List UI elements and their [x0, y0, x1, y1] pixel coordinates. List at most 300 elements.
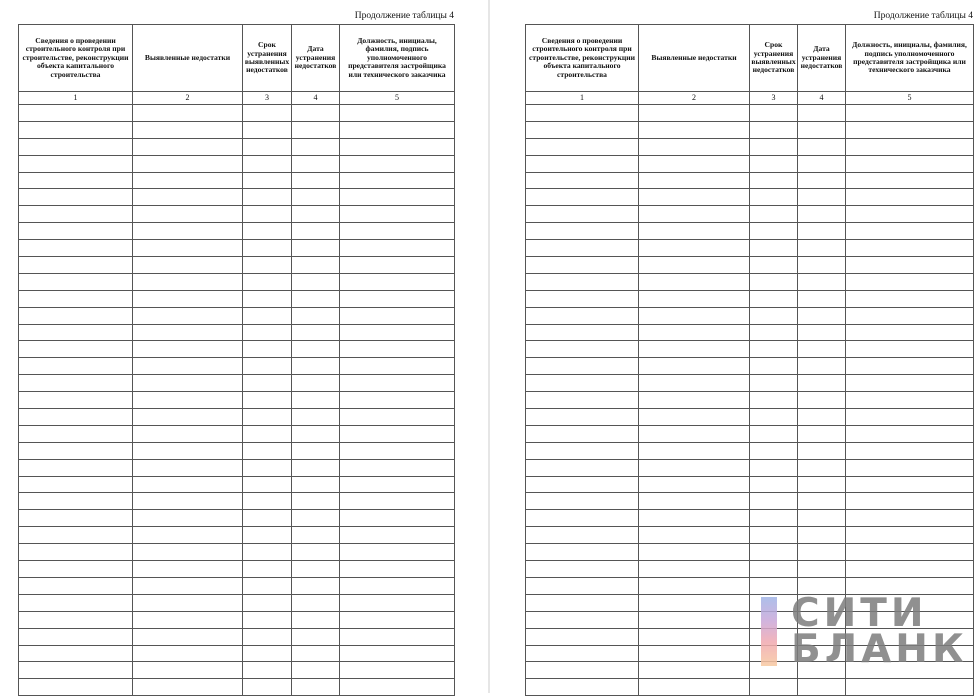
table-cell	[639, 358, 750, 375]
table-cell	[526, 425, 639, 442]
table-cell	[340, 206, 455, 223]
table-cell	[526, 189, 639, 206]
table-cell	[639, 273, 750, 290]
header-col-2: Выявленные недостатки	[133, 25, 243, 92]
column-number: 5	[340, 92, 455, 105]
table-cell	[292, 223, 340, 240]
table-cell	[243, 155, 292, 172]
table-cell	[798, 307, 846, 324]
table-cell	[340, 493, 455, 510]
left-page	[0, 0, 489, 693]
table-cell	[526, 121, 639, 138]
table-row	[19, 409, 455, 426]
table-cell	[846, 138, 974, 155]
table-cell	[19, 544, 133, 561]
table-cell	[19, 273, 133, 290]
table-cell	[292, 257, 340, 274]
table-cell	[846, 273, 974, 290]
table-cell	[750, 425, 798, 442]
table-cell	[639, 290, 750, 307]
table-cell	[243, 206, 292, 223]
table-cell	[750, 459, 798, 476]
table-cell	[133, 527, 243, 544]
table-cell	[340, 189, 455, 206]
table-cell	[243, 544, 292, 561]
table-cell	[292, 561, 340, 578]
table-cell	[243, 645, 292, 662]
table-cell	[340, 290, 455, 307]
table-cell	[133, 561, 243, 578]
table-cell	[846, 527, 974, 544]
table-cell	[750, 527, 798, 544]
table-cell	[133, 392, 243, 409]
table-row	[526, 257, 974, 274]
table-row	[526, 138, 974, 155]
table-cell	[292, 358, 340, 375]
table-row	[526, 510, 974, 527]
table-cell	[292, 240, 340, 257]
table-cell	[798, 544, 846, 561]
table-cell	[639, 189, 750, 206]
table-cell	[846, 290, 974, 307]
table-cell	[526, 577, 639, 594]
table-cell	[639, 594, 750, 611]
table-cell	[292, 324, 340, 341]
table-cell	[750, 392, 798, 409]
table-cell	[243, 358, 292, 375]
table-cell	[19, 105, 133, 122]
table-cell	[243, 172, 292, 189]
table-cell	[292, 662, 340, 679]
table-cell	[292, 544, 340, 561]
table-cell	[639, 138, 750, 155]
table-cell	[292, 527, 340, 544]
table-cell	[19, 425, 133, 442]
table-cell	[798, 189, 846, 206]
table-cell	[292, 493, 340, 510]
table-cell	[639, 493, 750, 510]
table-cell	[526, 105, 639, 122]
table-row	[526, 105, 974, 122]
table-cell	[133, 628, 243, 645]
table-cell	[798, 510, 846, 527]
table-cell	[639, 459, 750, 476]
table-cell	[750, 544, 798, 561]
table-cell	[133, 493, 243, 510]
header-col-5: Должность, инициалы, фамилия, подпись уполномоченного представителя застройщика или технического заказчика	[340, 25, 455, 92]
header-col-1: Сведения о проведении строительного контроля при строительстве, реконструкции объекта капитального строительства	[526, 25, 639, 92]
table-cell	[133, 105, 243, 122]
table-cell	[340, 594, 455, 611]
table-cell	[19, 240, 133, 257]
table-row	[526, 189, 974, 206]
table-cell	[340, 628, 455, 645]
table-cell	[750, 105, 798, 122]
table-cell	[846, 375, 974, 392]
table-cell	[19, 341, 133, 358]
table-row	[526, 544, 974, 561]
table-cell	[292, 476, 340, 493]
table-cell	[19, 561, 133, 578]
table-cell	[846, 341, 974, 358]
column-number: 2	[639, 92, 750, 105]
table-cell	[292, 392, 340, 409]
table-cell	[639, 527, 750, 544]
table-cell	[798, 459, 846, 476]
table-cell	[19, 628, 133, 645]
table-cell	[639, 628, 750, 645]
table-cell	[133, 476, 243, 493]
table-cell	[292, 138, 340, 155]
table-cell	[639, 510, 750, 527]
table-cell	[133, 240, 243, 257]
table-row	[19, 155, 455, 172]
table-cell	[19, 611, 133, 628]
column-number: 1	[19, 92, 133, 105]
blank-rows	[19, 105, 455, 696]
table-cell	[292, 628, 340, 645]
table-cell	[526, 662, 639, 679]
continuation-label: Продолжение таблицы 4	[354, 11, 454, 21]
table-row	[19, 324, 455, 341]
table-cell	[243, 425, 292, 442]
table-cell	[750, 172, 798, 189]
table-cell	[526, 561, 639, 578]
table-cell	[798, 409, 846, 426]
table-cell	[639, 223, 750, 240]
table-cell	[340, 662, 455, 679]
table-cell	[798, 375, 846, 392]
table-cell	[639, 172, 750, 189]
table-row	[19, 240, 455, 257]
table-cell	[19, 290, 133, 307]
table-cell	[750, 206, 798, 223]
table-row	[526, 425, 974, 442]
table-cell	[798, 206, 846, 223]
column-number: 4	[798, 92, 846, 105]
table-row	[19, 223, 455, 240]
table-row	[526, 240, 974, 257]
table-cell	[19, 324, 133, 341]
table-cell	[526, 257, 639, 274]
table-cell	[19, 138, 133, 155]
table-cell	[243, 290, 292, 307]
table-cell	[750, 510, 798, 527]
table-cell	[133, 442, 243, 459]
table-cell	[526, 611, 639, 628]
table-row	[526, 324, 974, 341]
table-row	[19, 442, 455, 459]
table-cell	[19, 594, 133, 611]
table-cell	[340, 442, 455, 459]
table-cell	[750, 561, 798, 578]
table-cell	[133, 290, 243, 307]
table-row	[526, 121, 974, 138]
table-cell	[243, 341, 292, 358]
table-cell	[750, 409, 798, 426]
table-cell	[133, 594, 243, 611]
header-col-3: Срок устранения выявленных недостатков	[750, 25, 798, 92]
table-row	[19, 138, 455, 155]
table-cell	[846, 324, 974, 341]
table-cell	[340, 510, 455, 527]
table-cell	[19, 679, 133, 696]
table-cell	[292, 375, 340, 392]
table-cell	[526, 206, 639, 223]
table-row	[19, 527, 455, 544]
table-cell	[133, 223, 243, 240]
table-row	[526, 392, 974, 409]
table-cell	[750, 375, 798, 392]
table-cell	[243, 375, 292, 392]
table-cell	[798, 476, 846, 493]
header-col-3: Срок устранения выявленных недостатков	[243, 25, 292, 92]
table-cell	[846, 121, 974, 138]
table-cell	[19, 392, 133, 409]
table-cell	[639, 206, 750, 223]
table-cell	[19, 527, 133, 544]
column-number-row	[526, 92, 974, 105]
table-cell	[750, 138, 798, 155]
table-cell	[133, 679, 243, 696]
table-cell	[846, 172, 974, 189]
table-cell	[133, 375, 243, 392]
table-cell	[133, 645, 243, 662]
table-cell	[798, 341, 846, 358]
table-cell	[292, 459, 340, 476]
table-cell	[243, 510, 292, 527]
table-cell	[526, 459, 639, 476]
table-cell	[292, 594, 340, 611]
table-cell	[19, 662, 133, 679]
table-cell	[750, 341, 798, 358]
table-cell	[798, 527, 846, 544]
table-cell	[526, 358, 639, 375]
table-row	[526, 273, 974, 290]
table-cell	[526, 324, 639, 341]
table-cell	[526, 375, 639, 392]
construction-control-table	[18, 24, 455, 696]
table-cell	[243, 493, 292, 510]
table-row	[19, 476, 455, 493]
table-cell	[750, 442, 798, 459]
table-cell	[19, 155, 133, 172]
table-cell	[133, 121, 243, 138]
table-cell	[846, 105, 974, 122]
table-cell	[340, 138, 455, 155]
table-cell	[750, 358, 798, 375]
table-cell	[133, 155, 243, 172]
table-cell	[19, 189, 133, 206]
table-cell	[798, 138, 846, 155]
table-cell	[639, 155, 750, 172]
watermark-line-2: БЛАНК	[791, 627, 968, 672]
table-row	[526, 307, 974, 324]
column-number: 1	[526, 92, 639, 105]
table-row	[526, 493, 974, 510]
table-row	[526, 155, 974, 172]
table-cell	[526, 493, 639, 510]
table-cell	[639, 611, 750, 628]
table-cell	[340, 358, 455, 375]
table-cell	[243, 409, 292, 426]
table-cell	[19, 442, 133, 459]
table-row	[19, 257, 455, 274]
table-cell	[243, 662, 292, 679]
table-row	[19, 594, 455, 611]
table-cell	[340, 409, 455, 426]
table-row	[19, 459, 455, 476]
table-row	[19, 121, 455, 138]
table-row	[526, 358, 974, 375]
table-cell	[846, 459, 974, 476]
table-cell	[798, 223, 846, 240]
table-cell	[243, 527, 292, 544]
table-row	[19, 375, 455, 392]
table-row	[19, 510, 455, 527]
table-cell	[750, 324, 798, 341]
table-cell	[846, 425, 974, 442]
table-row	[19, 662, 455, 679]
table-cell	[133, 206, 243, 223]
table-row	[19, 358, 455, 375]
table-row	[19, 290, 455, 307]
table-cell	[340, 561, 455, 578]
table-row	[19, 679, 455, 696]
table-cell	[292, 290, 340, 307]
table-cell	[19, 172, 133, 189]
table-cell	[243, 189, 292, 206]
table-cell	[639, 561, 750, 578]
table-cell	[526, 223, 639, 240]
table-cell	[526, 307, 639, 324]
table-cell	[292, 155, 340, 172]
table-cell	[750, 307, 798, 324]
table-cell	[526, 138, 639, 155]
table-cell	[846, 561, 974, 578]
table-cell	[133, 409, 243, 426]
table-cell	[292, 409, 340, 426]
table-row	[19, 172, 455, 189]
table-cell	[340, 324, 455, 341]
table-cell	[526, 155, 639, 172]
table-cell	[340, 645, 455, 662]
table-cell	[639, 121, 750, 138]
table-cell	[846, 358, 974, 375]
table-cell	[133, 172, 243, 189]
table-cell	[750, 189, 798, 206]
table-cell	[243, 223, 292, 240]
table-row	[526, 223, 974, 240]
table-cell	[243, 577, 292, 594]
table-cell	[846, 679, 974, 696]
table-cell	[19, 459, 133, 476]
table-cell	[846, 206, 974, 223]
header-col-2: Выявленные недостатки	[639, 25, 750, 92]
table-cell	[639, 105, 750, 122]
table-cell	[798, 172, 846, 189]
table-cell	[526, 290, 639, 307]
table-cell	[750, 240, 798, 257]
table-row	[19, 493, 455, 510]
table-cell	[133, 257, 243, 274]
table-cell	[639, 307, 750, 324]
table-cell	[292, 121, 340, 138]
table-cell	[340, 341, 455, 358]
table-cell	[526, 510, 639, 527]
table-row	[19, 628, 455, 645]
table-row	[526, 341, 974, 358]
table-cell	[292, 273, 340, 290]
table-cell	[243, 392, 292, 409]
table-cell	[798, 324, 846, 341]
table-cell	[19, 577, 133, 594]
table-row	[526, 476, 974, 493]
table-row	[526, 459, 974, 476]
table-cell	[846, 493, 974, 510]
column-number-row	[19, 92, 455, 105]
table-cell	[846, 307, 974, 324]
table-cell	[292, 341, 340, 358]
table-cell	[292, 442, 340, 459]
table-cell	[340, 257, 455, 274]
table-cell	[133, 341, 243, 358]
table-cell	[340, 459, 455, 476]
table-cell	[798, 425, 846, 442]
header-col-1: Сведения о проведении строительного контроля при строительстве, реконструкции объекта капитального строительства	[19, 25, 133, 92]
table-cell	[19, 307, 133, 324]
table-cell	[19, 409, 133, 426]
table-cell	[340, 577, 455, 594]
table-cell	[292, 172, 340, 189]
header-col-4: Дата устранения недостатков	[292, 25, 340, 92]
table-cell	[340, 375, 455, 392]
table-row	[526, 290, 974, 307]
table-cell	[133, 611, 243, 628]
table-cell	[526, 679, 639, 696]
table-cell	[750, 223, 798, 240]
table-cell	[292, 425, 340, 442]
table-cell	[292, 206, 340, 223]
table-row	[526, 409, 974, 426]
table-cell	[340, 105, 455, 122]
table-cell	[526, 527, 639, 544]
table-row	[19, 273, 455, 290]
table-cell	[133, 577, 243, 594]
table-cell	[798, 105, 846, 122]
table-cell	[526, 476, 639, 493]
column-number: 3	[750, 92, 798, 105]
table-cell	[243, 121, 292, 138]
table-cell	[243, 324, 292, 341]
table-cell	[340, 121, 455, 138]
table-cell	[639, 476, 750, 493]
table-cell	[292, 510, 340, 527]
column-number: 3	[243, 92, 292, 105]
table-cell	[292, 577, 340, 594]
table-row	[19, 577, 455, 594]
table-cell	[133, 544, 243, 561]
table-cell	[340, 679, 455, 696]
table-cell	[639, 544, 750, 561]
table-cell	[798, 257, 846, 274]
table-cell	[292, 679, 340, 696]
watermark-gradient-bar	[761, 597, 777, 666]
table-cell	[526, 628, 639, 645]
header-row	[526, 25, 974, 92]
table-cell	[639, 240, 750, 257]
table-cell	[639, 645, 750, 662]
